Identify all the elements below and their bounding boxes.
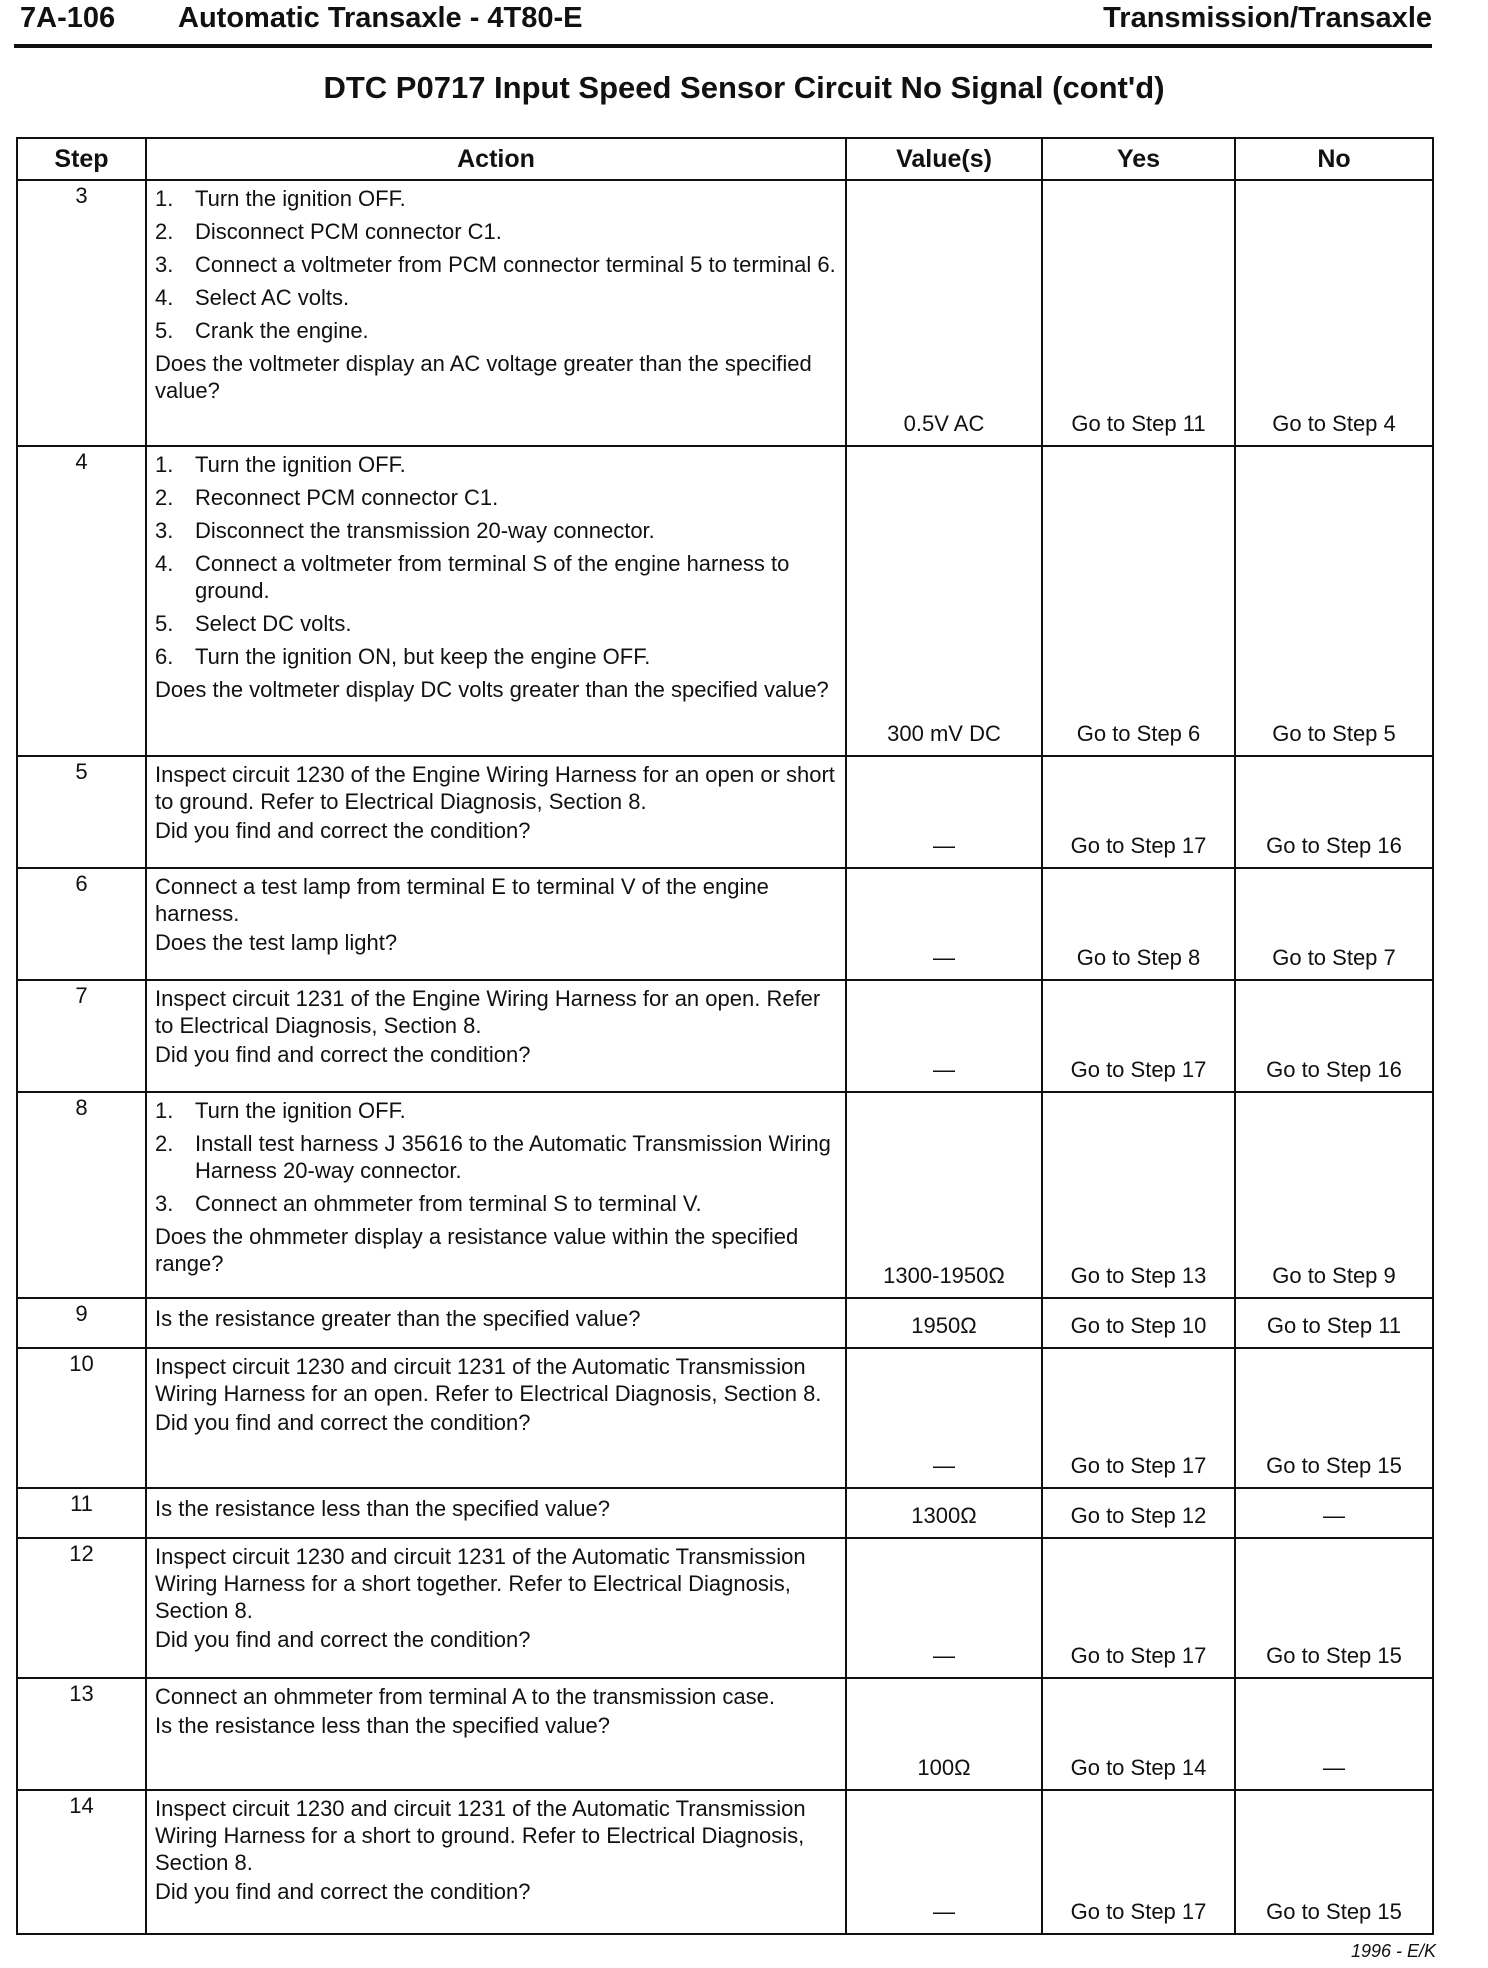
page-title: DTC P0717 Input Speed Sensor Circuit No Signal (cont'd) <box>323 70 1165 105</box>
action-step-text: Install test harness J 35616 to the Automatic Transmission Wiring Harness 20-way connector. <box>195 1131 831 1183</box>
action-text: Inspect circuit 1231 of the Engine Wiring Harness for an open. Refer to Electrical Diagnosis, Section 8. <box>155 986 821 1038</box>
no-cell: Go to Step 5 <box>1235 446 1433 756</box>
value-cell: 300 mV DC <box>846 446 1042 756</box>
table-row <box>17 1298 1433 1348</box>
action-cell <box>146 1790 846 1934</box>
yes-cell: Go to Step 17 <box>1042 980 1235 1092</box>
category-title: Transmission/Transaxle <box>1103 2 1432 34</box>
action-step-number: 6. <box>155 644 174 669</box>
action-step <box>155 550 839 604</box>
value-cell: 100Ω <box>846 1678 1042 1790</box>
no-cell: Go to Step 11 <box>1235 1298 1433 1348</box>
action-step <box>155 317 839 344</box>
table-body <box>17 180 1433 1934</box>
column-header-no: No <box>1235 138 1433 180</box>
yes-cell: Go to Step 12 <box>1042 1488 1235 1538</box>
action-question: Is the resistance less than the specified value? <box>155 1713 610 1738</box>
action-step-number: 4. <box>155 551 174 576</box>
table-row <box>17 1678 1433 1790</box>
table-row <box>17 446 1433 756</box>
action-text: Connect an ohmmeter from terminal A to the transmission case. <box>155 1684 775 1709</box>
action-step-text: Connect an ohmmeter from terminal S to terminal V. <box>195 1191 702 1216</box>
no-cell: Go to Step 15 <box>1235 1790 1433 1934</box>
diagnostic-table <box>16 137 1434 1935</box>
yes-cell: Go to Step 17 <box>1042 756 1235 868</box>
yes-cell: Go to Step 17 <box>1042 1348 1235 1488</box>
action-question: Does the ohmmeter display a resistance value within the specified range? <box>155 1224 799 1276</box>
step-number: 7 <box>17 980 146 1092</box>
table-row <box>17 1488 1433 1538</box>
action-step-number: 2. <box>155 219 174 244</box>
value-cell: — <box>846 868 1042 980</box>
action-step-number: 4. <box>155 285 174 310</box>
step-number: 14 <box>17 1790 146 1934</box>
table-row <box>17 1538 1433 1678</box>
action-step-text: Disconnect the transmission 20-way connector. <box>195 518 655 543</box>
action-step-text: Connect a voltmeter from PCM connector terminal 5 to terminal 6. <box>195 252 836 277</box>
action-question: Is the resistance greater than the specified value? <box>155 1306 641 1331</box>
action-cell <box>146 980 846 1092</box>
action-step-number: 2. <box>155 485 174 510</box>
action-step-text: Turn the ignition ON, but keep the engine OFF. <box>195 644 651 669</box>
column-header-values: Value(s) <box>846 138 1042 180</box>
step-number: 8 <box>17 1092 146 1298</box>
action-step <box>155 185 839 212</box>
action-step-number: 1. <box>155 186 174 211</box>
action-step-text: Turn the ignition OFF. <box>195 186 406 211</box>
yes-cell: Go to Step 14 <box>1042 1678 1235 1790</box>
page-footer: 1996 - E/K <box>1350 1941 1436 1961</box>
table-header-row <box>17 138 1433 180</box>
table-row <box>17 180 1433 446</box>
step-number: 13 <box>17 1678 146 1790</box>
action-question: Does the voltmeter display DC volts greater than the specified value? <box>155 677 829 702</box>
action-step-text: Disconnect PCM connector C1. <box>195 219 502 244</box>
action-cell <box>146 1678 846 1790</box>
action-text: Inspect circuit 1230 and circuit 1231 of the Automatic Transmission Wiring Harness for a short to ground. Refer to Electrical Diagnosis, Section 8. <box>155 1796 806 1875</box>
no-cell: Go to Step 16 <box>1235 756 1433 868</box>
action-steps-list <box>155 1097 839 1217</box>
action-step-number: 3. <box>155 518 174 543</box>
action-question: Did you find and correct the condition? <box>155 1879 531 1904</box>
step-number: 11 <box>17 1488 146 1538</box>
yes-cell: Go to Step 17 <box>1042 1538 1235 1678</box>
step-number: 3 <box>17 180 146 446</box>
table-row <box>17 868 1433 980</box>
value-cell: 1300-1950Ω <box>846 1092 1042 1298</box>
action-step <box>155 451 839 478</box>
action-steps-list <box>155 185 839 344</box>
step-number: 10 <box>17 1348 146 1488</box>
action-cell <box>146 1348 846 1488</box>
value-cell: 0.5V AC <box>846 180 1042 446</box>
step-number: 12 <box>17 1538 146 1678</box>
action-question: Did you find and correct the condition? <box>155 1042 531 1067</box>
action-step <box>155 1190 839 1217</box>
action-step-text: Crank the engine. <box>195 318 369 343</box>
action-step-text: Select AC volts. <box>195 285 350 310</box>
page-number: 7A-106 <box>20 2 116 34</box>
action-step <box>155 517 839 544</box>
action-text: Inspect circuit 1230 of the Engine Wiring Harness for an open or short to ground. Refer to Electrical Diagnosis, Section 8. <box>155 762 835 814</box>
action-step-text: Turn the ignition OFF. <box>195 1098 406 1123</box>
action-step-text: Turn the ignition OFF. <box>195 452 406 477</box>
action-step-number: 5. <box>155 611 174 636</box>
action-steps-list <box>155 451 839 670</box>
action-step-number: 3. <box>155 252 174 277</box>
value-cell: 1300Ω <box>846 1488 1042 1538</box>
action-step <box>155 218 839 245</box>
action-question: Did you find and correct the condition? <box>155 1410 531 1435</box>
action-step-text: Connect a voltmeter from terminal S of the engine harness to ground. <box>195 551 790 603</box>
action-step-number: 3. <box>155 1191 174 1216</box>
action-question: Did you find and correct the condition? <box>155 1627 531 1652</box>
yes-cell: Go to Step 10 <box>1042 1298 1235 1348</box>
action-cell <box>146 868 846 980</box>
no-cell: — <box>1235 1678 1433 1790</box>
action-step-number: 1. <box>155 1098 174 1123</box>
action-step-number: 5. <box>155 318 174 343</box>
no-cell: Go to Step 16 <box>1235 980 1433 1092</box>
action-step <box>155 284 839 311</box>
yes-cell: Go to Step 6 <box>1042 446 1235 756</box>
action-step-text: Reconnect PCM connector C1. <box>195 485 499 510</box>
step-number: 9 <box>17 1298 146 1348</box>
yes-cell: Go to Step 17 <box>1042 1790 1235 1934</box>
action-text: Inspect circuit 1230 and circuit 1231 of the Automatic Transmission Wiring Harness for a short together. Refer to Electrical Diagnosis, Section 8. <box>155 1544 806 1623</box>
no-cell: Go to Step 4 <box>1235 180 1433 446</box>
no-cell: — <box>1235 1488 1433 1538</box>
action-step-number: 2. <box>155 1131 174 1156</box>
column-header-step: Step <box>17 138 146 180</box>
yes-cell: Go to Step 8 <box>1042 868 1235 980</box>
value-cell: — <box>846 756 1042 868</box>
table-row <box>17 1092 1433 1298</box>
value-cell: — <box>846 1790 1042 1934</box>
action-step <box>155 484 839 511</box>
action-cell <box>146 1092 846 1298</box>
column-header-yes: Yes <box>1042 138 1235 180</box>
action-question: Did you find and correct the condition? <box>155 818 531 843</box>
table-row <box>17 980 1433 1092</box>
action-question: Does the voltmeter display an AC voltage greater than the specified value? <box>155 351 812 403</box>
action-step <box>155 1097 839 1124</box>
value-cell: — <box>846 980 1042 1092</box>
table-row <box>17 1348 1433 1488</box>
step-number: 4 <box>17 446 146 756</box>
action-cell <box>146 1538 846 1678</box>
action-cell <box>146 1298 846 1348</box>
no-cell: Go to Step 15 <box>1235 1538 1433 1678</box>
action-text: Connect a test lamp from terminal E to terminal V of the engine harness. <box>155 874 769 926</box>
action-cell <box>146 180 846 446</box>
page-header <box>14 0 1432 48</box>
column-header-action: Action <box>146 138 846 180</box>
action-question: Does the test lamp light? <box>155 930 398 955</box>
action-step <box>155 251 839 278</box>
action-text: Inspect circuit 1230 and circuit 1231 of the Automatic Transmission Wiring Harness for an open. Refer to Electrical Diagnosis, Section 8. <box>155 1354 822 1406</box>
yes-cell: Go to Step 11 <box>1042 180 1235 446</box>
table-row <box>17 756 1433 868</box>
action-step <box>155 643 839 670</box>
yes-cell: Go to Step 13 <box>1042 1092 1235 1298</box>
value-cell: — <box>846 1538 1042 1678</box>
action-question: Is the resistance less than the specified value? <box>155 1496 610 1521</box>
no-cell: Go to Step 15 <box>1235 1348 1433 1488</box>
value-cell: 1950Ω <box>846 1298 1042 1348</box>
action-step-number: 1. <box>155 452 174 477</box>
action-step-text: Select DC volts. <box>195 611 352 636</box>
table-row <box>17 1790 1433 1934</box>
section-title: Automatic Transaxle - 4T80-E <box>178 2 583 34</box>
value-cell: — <box>846 1348 1042 1488</box>
step-number: 5 <box>17 756 146 868</box>
action-cell <box>146 446 846 756</box>
step-number: 6 <box>17 868 146 980</box>
no-cell: Go to Step 9 <box>1235 1092 1433 1298</box>
action-cell <box>146 1488 846 1538</box>
no-cell: Go to Step 7 <box>1235 868 1433 980</box>
action-step <box>155 610 839 637</box>
action-cell <box>146 756 846 868</box>
action-step <box>155 1130 839 1184</box>
